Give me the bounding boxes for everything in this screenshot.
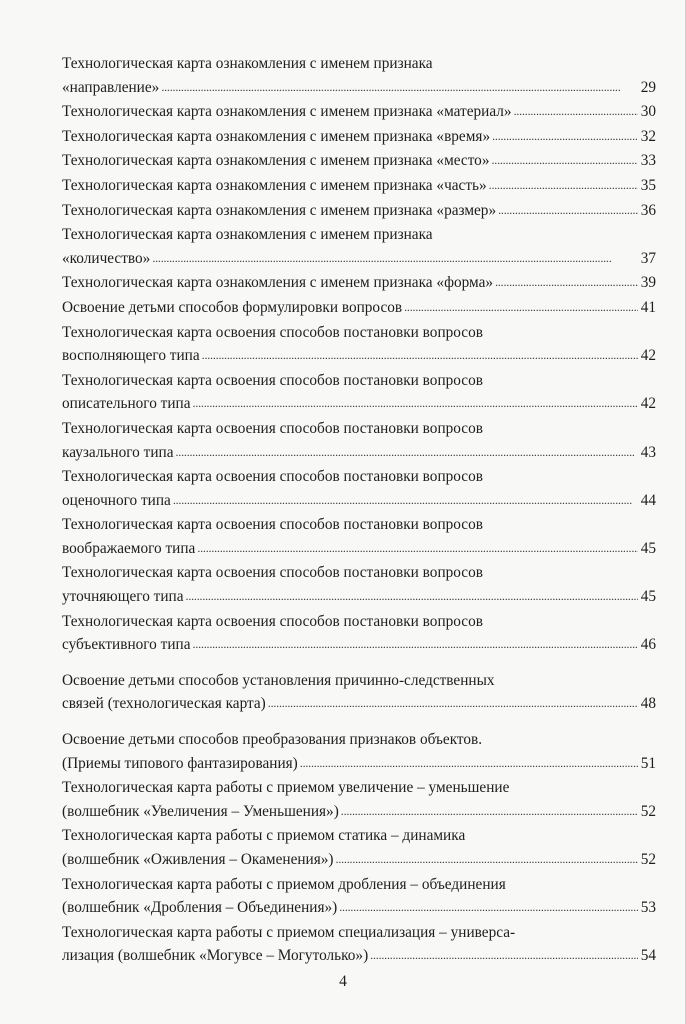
- toc-entry-text: Технологическая карта освоения способов постановки вопросов: [62, 468, 483, 486]
- dot-leader: [173, 489, 638, 513]
- toc-entry: [62, 824, 656, 872]
- toc-entry-text: Технологическая карта ознакомления с именем признака «размер»: [62, 201, 497, 219]
- toc-entry-line: [62, 76, 656, 101]
- toc-entry-line: [62, 489, 656, 514]
- toc-page-number: 54: [640, 947, 656, 965]
- toc-entry: [62, 149, 656, 174]
- toc-entry-line: [62, 247, 656, 272]
- dot-leader: [489, 174, 638, 198]
- dot-leader: [152, 247, 637, 271]
- toc-entry-text: восполняющего типа: [62, 347, 200, 365]
- toc-entry-text: Технологическая карта ознакомления с именем признака «часть»: [62, 176, 487, 194]
- toc-entry-line: [62, 800, 656, 825]
- toc-entry: [62, 417, 656, 465]
- toc-page-number: 42: [640, 395, 656, 413]
- toc-entry-text: Технологическая карта ознакомления с именем признака: [62, 226, 433, 244]
- toc-entry-text: (волшебник «Дробления – Объединения»): [62, 899, 338, 917]
- toc-page-number: 32: [640, 127, 656, 145]
- dot-leader: [370, 944, 638, 968]
- toc-entry-line: [62, 537, 656, 562]
- toc-page-number: 52: [640, 851, 656, 868]
- toc-entry-text: Технологическая карта освоения способов постановки вопросов: [62, 371, 483, 389]
- toc-page-number: 45: [640, 588, 656, 606]
- toc-entry: [62, 561, 656, 609]
- dot-leader: [339, 896, 637, 920]
- toc-entry: [62, 100, 656, 125]
- toc-page-number: 30: [640, 103, 656, 121]
- dot-leader: [268, 692, 638, 716]
- toc-entry-text: «количество»: [62, 249, 151, 267]
- toc-entry-line: [62, 441, 656, 466]
- dot-leader: [161, 76, 637, 100]
- dot-leader: [341, 800, 638, 824]
- toc-page-number: 37: [640, 249, 656, 267]
- toc-entry-text: каузального типа: [62, 443, 174, 461]
- toc-entry-line: [62, 199, 656, 224]
- toc-page-number: 44: [640, 491, 656, 509]
- toc-entry-line: [62, 296, 656, 321]
- toc-entry-text: Технологическая карта освоения способов постановки вопросов: [62, 516, 483, 534]
- toc-entry-line: [62, 848, 656, 873]
- toc-entry-line: [62, 125, 656, 150]
- toc-entry: [62, 369, 656, 417]
- toc-entry: [62, 669, 656, 717]
- toc-entry-text: уточняющего типа: [62, 588, 184, 606]
- toc-entry-line: [62, 896, 656, 921]
- toc-entry-text: Технологическая карта ознакомления с именем признака «форма»: [62, 274, 494, 292]
- dot-leader: [492, 125, 638, 149]
- toc-entry: [62, 125, 656, 150]
- toc-entry: [62, 199, 656, 224]
- toc-page-number: 45: [640, 539, 656, 557]
- toc-entry: [62, 776, 656, 824]
- toc-entry-text: Технологическая карта работы с приемом дробления – объединения: [62, 875, 506, 893]
- toc-entry-line: [62, 392, 656, 417]
- toc-entry-text: Технологическая карта освоения способов постановки вопросов: [62, 612, 483, 630]
- toc-entry-line: [62, 585, 656, 610]
- table-of-contents: [62, 52, 656, 969]
- toc-page-number: 46: [640, 636, 656, 654]
- toc-page-number: 41: [640, 298, 656, 316]
- dot-leader: [404, 296, 638, 320]
- toc-page-number: 43: [640, 443, 656, 461]
- toc-entry-text: «направление»: [62, 78, 160, 96]
- toc-entry: [62, 296, 656, 321]
- dot-leader: [197, 537, 637, 561]
- toc-entry-text: Технологическая карта ознакомления с именем признака: [62, 55, 433, 72]
- toc-entry-line: [62, 149, 656, 174]
- toc-page-number: 39: [640, 274, 656, 292]
- toc-entry-line: [62, 692, 656, 717]
- toc-entry-text: лизация (волшебник «Могувсе – Могутолько»): [62, 947, 369, 965]
- toc-entry: [62, 513, 656, 561]
- toc-page-number: 35: [640, 176, 656, 194]
- dot-leader: [495, 271, 638, 295]
- toc-entry-text: Технологическая карта ознакомления с именем признака «материал»: [62, 103, 512, 121]
- toc-entry-text: (Приемы типового фантазирования): [62, 754, 298, 772]
- toc-entry-text: Технологическая карта освоения способов постановки вопросов: [62, 419, 483, 437]
- toc-page-number: 33: [640, 152, 656, 170]
- toc-entry-text: описательного типа: [62, 395, 191, 413]
- toc-page-number: 42: [640, 347, 656, 365]
- dot-leader: [202, 344, 638, 368]
- dot-leader: [193, 633, 638, 657]
- toc-entry-line: [62, 752, 656, 777]
- toc-entry-text: Технологическая карта работы с приемом статика – динамика: [62, 827, 466, 845]
- toc-entry-line: [62, 944, 656, 969]
- toc-entry-text: связей (технологическая карта): [62, 695, 266, 713]
- toc-page-number: 36: [640, 201, 656, 219]
- toc-entry-line: [62, 100, 656, 125]
- page-number: 4: [339, 973, 347, 990]
- toc-entry-text: оценочного типа: [62, 491, 171, 509]
- toc-entry: [62, 271, 656, 296]
- toc-entry-text: воображаемого типа: [62, 539, 196, 557]
- toc-entry-text: Технологическая карта работы с приемом специализация – универса-: [62, 923, 516, 941]
- toc-entry-text: Технологическая карта освоения способов постановки вопросов: [62, 564, 483, 582]
- toc-page-number: 48: [640, 695, 656, 713]
- toc-entry-line: [62, 633, 656, 658]
- toc-entry: [62, 465, 656, 513]
- dot-leader: [514, 100, 638, 124]
- toc-entry-text: Освоение детьми способов формулировки вопросов: [62, 298, 403, 316]
- toc-page-number: 29: [640, 78, 656, 96]
- toc-entry-text: (волшебник «Оживления – Окаменения»): [62, 851, 334, 868]
- toc-page-number: 52: [640, 802, 656, 820]
- toc-entry-line: [62, 174, 656, 199]
- dot-leader: [498, 199, 638, 223]
- toc-entry-text: субъективного типа: [62, 636, 191, 654]
- toc-entry-line: [62, 271, 656, 296]
- dot-leader: [186, 585, 638, 609]
- dot-leader: [176, 441, 638, 465]
- toc-page-number: 51: [640, 754, 656, 772]
- toc-page-number: 53: [640, 899, 656, 917]
- toc-entry-text: Технологическая карта ознакомления с именем признака «место»: [62, 152, 490, 170]
- toc-entry: [62, 174, 656, 199]
- toc-entry-text: Технологическая карта освоения способов постановки вопросов: [62, 323, 483, 341]
- toc-entry-line: [62, 344, 656, 369]
- toc-entry-text: Освоение детьми способов установления причинно-следственных: [62, 671, 495, 689]
- toc-entry-text: (волшебник «Увеличения – Уменьшения»): [62, 802, 339, 820]
- toc-entry-text: Освоение детьми способов преобразования признаков объектов.: [62, 731, 483, 749]
- toc-entry: [62, 921, 656, 969]
- dot-leader: [491, 149, 637, 173]
- toc-entry: [62, 728, 656, 776]
- toc-entry: [62, 873, 656, 921]
- toc-entry: [62, 610, 656, 658]
- dot-leader: [300, 752, 638, 776]
- toc-entry-text: Технологическая карта ознакомления с именем признака «время»: [62, 127, 491, 145]
- toc-entry: [62, 52, 656, 100]
- dot-leader: [336, 848, 638, 872]
- toc-entry: [62, 321, 656, 369]
- toc-entry: [62, 223, 656, 271]
- dot-leader: [193, 392, 638, 416]
- toc-entry-text: Технологическая карта работы с приемом увеличение – уменьшение: [62, 779, 510, 797]
